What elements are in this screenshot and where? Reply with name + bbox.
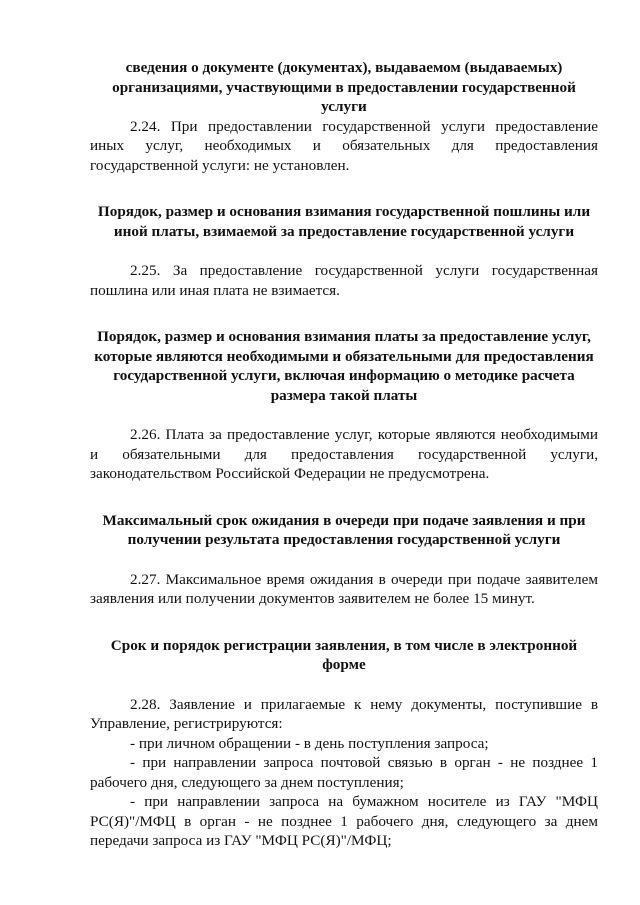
heading-state-fee: Порядок, размер и основания взимания государственной пошлины или иной платы, взимаемой за предоставление государственной услуги [97, 203, 591, 240]
list-item: - при направлении запроса почтовой связью в орган - не позднее 1 рабочего дня, следующего за днем поступления; [90, 754, 598, 791]
paragraph-2-27: 2.27. Максимальное время ожидания в очереди при подаче заявителем заявления или получении документов заявителем не более 15 минут. [90, 570, 598, 607]
paragraph-2-25: 2.25. За предоставление государственной услуги государственная пошлина или иная плата не взимается. [90, 262, 598, 299]
paragraph-2-24: 2.24. При предоставлении государственной услуги предоставление иных услуг, необходимых и обязательных для предоставления государственной услуги: не установлен. [90, 117, 598, 174]
list-item: - при личном обращении - в день поступления запроса; [130, 734, 489, 752]
heading-queue-time: Максимальный срок ожидания в очереди при подаче заявления и при получении результата предоставления государственной услуги [102, 511, 586, 548]
paragraph-2-26: 2.26. Плата за предоставление услуг, которые являются необходимыми и обязательными для предоставления государственной услуги, законодательством Российской Федерации не предусмотрена. [90, 426, 598, 482]
heading-service-payment: Порядок, размер и основания взимания платы за предоставление услуг, которые являются необходимыми и обязательными для предоставления государственной услуги, включая информацию о методике расчета размера такой платы [94, 328, 594, 404]
paragraph-2-28: 2.28. Заявление и прилагаемые к нему документы, поступившие в Управление, регистрируются: [90, 695, 598, 732]
document-page [90, 58, 598, 851]
section-heading-continued: сведения о документе (документах), выдаваемом (выдаваемых) организациями, участвующими в предоставлении государственной услуги [112, 59, 576, 115]
list-item: - при направлении запроса на бумажном носителе из ГАУ "МФЦ РС(Я)"/МФЦ в орган - не позднее 1 рабочего дня, следующего за днем передачи запроса из ГАУ "МФЦ РС(Я)"/МФЦ; [90, 793, 598, 849]
heading-registration: Срок и порядок регистрации заявления, в том числе в электронной форме [110, 636, 578, 673]
